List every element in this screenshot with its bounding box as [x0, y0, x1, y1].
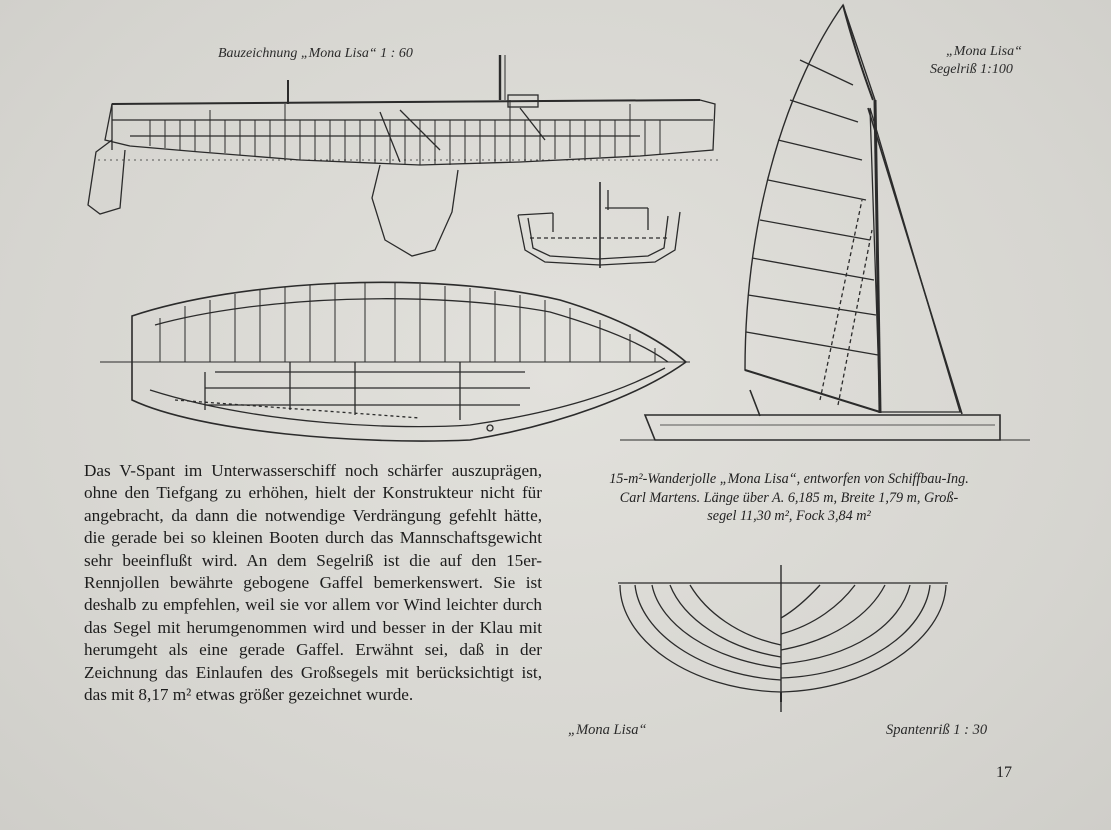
body-paragraph-text: Das V-Spant im Unterwasserschiff noch schärfer auszuprägen, ohne den Tiefgang zu erhöhen, hielt der Konstrukteur nicht für angebracht, da dann die notwendige Verdrängung gefehlt hätte, die gerade bei so kleinen Booten durch das Mannschaftsgewicht sehr beeinflußt wird. An dem Segelriß ist die auf den 15er-Rennjollen bewährte gebogene Gaffel bemerkenswert. Sie ist deshalb zu empfehlen, weil sie vor allem vor Wind leichter durch das Segel mit herumgenommen wird und besser in der Klau mit herumgeht als eine gerade Gaffel. Erwähnt sei, daß in der Zeichnung das Einlaufen des Großsegels mit berücksichtigt ist, das mit 8,17 m² etwas größer gezeichnet wurde.	[84, 461, 542, 705]
figure-caption	[562, 470, 1016, 526]
body-plan-label-scale: Spantenriß 1 : 30	[886, 722, 988, 738]
sail-plan-title: „Mona Lisa“	[946, 44, 1022, 59]
deck-plan-drawing	[100, 282, 690, 441]
figure-caption-line-3: segel 11,30 m², Fock 3,84 m²	[707, 508, 871, 525]
sail-plan-scale: Segelriß 1:100	[930, 62, 1013, 77]
body-plan-label-name: „Mona Lisa“	[568, 722, 647, 738]
page-number: 17	[996, 764, 1012, 781]
figure-caption-line-2: Carl Martens. Länge über A. 6,185 m, Breite 1,79 m, Groß-	[619, 489, 959, 506]
figure-caption-line-1: 15-m²-Wanderjolle „Mona Lisa“, entworfen von Schiffbau-Ing.	[609, 471, 969, 487]
body-plan-drawing	[618, 565, 948, 712]
midship-section-drawing	[518, 182, 680, 268]
hull-side-profile-drawing	[88, 55, 718, 256]
body-paragraph	[84, 460, 542, 706]
construction-drawing-title: Bauzeichnung „Mona Lisa“ 1 : 60	[218, 46, 413, 61]
